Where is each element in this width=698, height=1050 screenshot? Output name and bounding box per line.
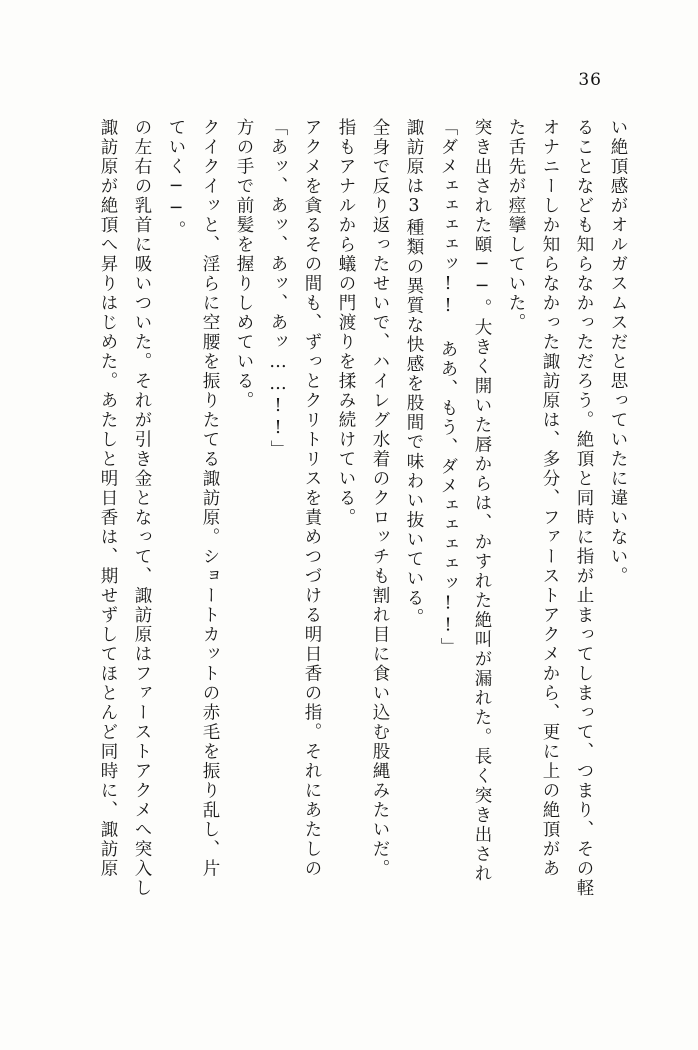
vertical-text-block [42, 118, 626, 1018]
text-column: 「ダメェェェェッ!! ああ、もう、ダメェェェェッ!!」 [438, 118, 458, 657]
text-column: た舌先が痙攣していた。 [506, 118, 526, 333]
text-column: 突き出された頤──。大きく開いた唇からは、かすれた絶叫が漏れた。長く突き出され [472, 118, 492, 884]
text-column: ていく──。 [166, 118, 186, 240]
text-column: ることなども知らなかっただろう。絶頂と同時に指が止まってしまって、つまり、その軽 [574, 118, 594, 898]
text-column: 方の手で前髪を握りしめている。 [234, 118, 254, 411]
text-column: 「あッ、あッ、あッ、あッ……!!」 [268, 118, 288, 460]
text-column: オナニーしか知らなかった諏訪原は、多分、ファーストアクメから、更に上の絶頂があ [540, 118, 560, 879]
page-number: 36 [578, 70, 602, 90]
text-column: 指もアナルから蟻の門渡りを揉み続けている。 [336, 118, 356, 528]
text-column: 全身で反り返ったせいで、ハイレグ水着のクロッチも割れ目に食い込む股縄みたいだ。 [370, 118, 390, 879]
text-column: の左右の乳首に吸いついた。それが引き金となって、諏訪原はファーストアクメへ突入し [132, 118, 152, 898]
text-column: クイクイッと、淫らに空腰を振りたてる諏訪原。ショートカットの赤毛を振り乱し、片 [200, 118, 220, 879]
text-column: 諏訪原が絶頂へ昇りはじめた。あたしと明日香は、期せずしてほとんど同時に、諏訪原 [98, 118, 118, 879]
text-column: 諏訪原は3種類の異質な快感を股間で味わい抜いている。 [404, 118, 424, 628]
text-column: い絶頂感がオルガスムスだと思っていたに違いない。 [608, 118, 628, 586]
text-column: アクメを貪るその間も、ずっとクリトリスを責めつづける明日香の指。それにあたしの [302, 118, 322, 879]
